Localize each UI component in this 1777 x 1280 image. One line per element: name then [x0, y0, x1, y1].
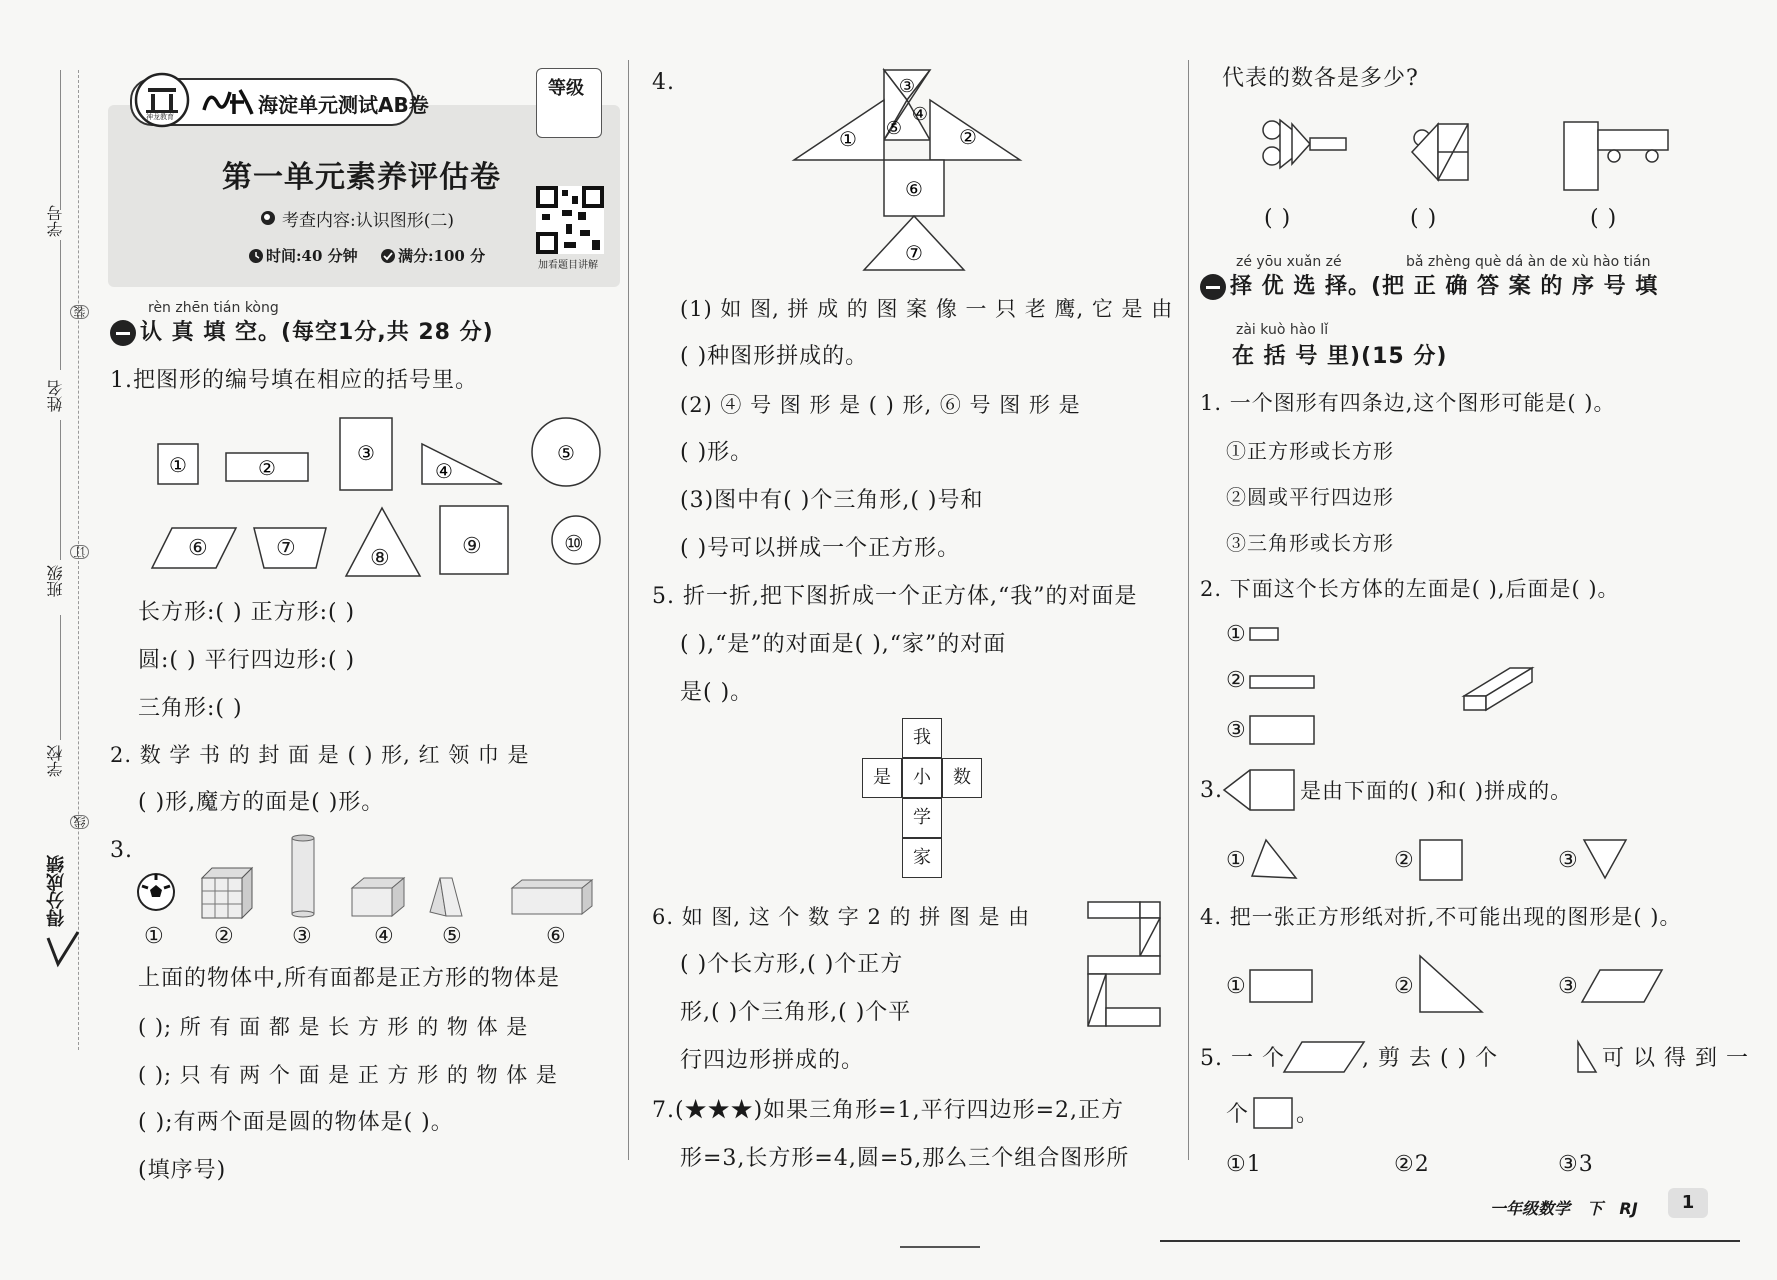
seal-mark-3: 线: [70, 815, 89, 829]
q6-line-1: 6. 如 图, 这 个 数 字 2 的 拼 图 是 由: [652, 905, 1031, 929]
soccer-ball-icon: [138, 874, 174, 910]
q7-line-2: 形=3,长方形=4,圆=5,那么三个组合图形所: [680, 1146, 1130, 1171]
s2-q3-opt-3[interactable]: ③: [1558, 848, 1579, 873]
q2-line-1[interactable]: 2. 数 学 书 的 封 面 是 ( ) 形, 红 领 巾 是: [110, 743, 530, 767]
check-circle-icon: [380, 248, 396, 264]
s2-q3-option-shapes: [1250, 836, 1670, 886]
shape-4-triangle: [422, 444, 502, 484]
q3-objects: [130, 830, 610, 920]
label-student-id: 学号: [46, 205, 65, 237]
combo-figure-3: [1564, 122, 1668, 190]
section2-badge-icon: [1200, 274, 1226, 300]
section1-pinyin: rèn zhēn tián kòng: [148, 300, 279, 316]
q5-line-1: 5. 折一折,把下图折成一个正方体,“我”的对面是: [652, 584, 1138, 609]
seal-mark-2: 订: [70, 545, 89, 559]
net-cell-2: 是: [862, 758, 902, 798]
shape-3-rectangle: [340, 418, 392, 490]
section2-pinyin-2: bǎ zhèng què dá àn de xù hào tián: [1406, 254, 1651, 270]
q6-line-4: 行四边形拼成的。: [680, 1048, 865, 1073]
s2-q2-opt-3[interactable]: ③: [1226, 718, 1247, 743]
triangular-prism-icon: [430, 878, 462, 916]
s2-q2-opt-2[interactable]: ②: [1226, 668, 1247, 693]
name-underline-3: [60, 420, 61, 560]
name-underline-4: [60, 615, 61, 740]
q4-line-1: (1) 如 图, 拼 成 的 图 案 像 一 只 老 鹰, 它 是 由: [680, 297, 1174, 321]
s2-q4-option-shapes: [1250, 952, 1690, 1022]
s2-q5-small-triangle: [1574, 1040, 1598, 1074]
q7-blank-1[interactable]: ( ): [1264, 206, 1292, 231]
q7-blank-2[interactable]: ( ): [1410, 206, 1438, 231]
q1-text: 1.把图形的编号填在相应的括号里。: [110, 368, 478, 393]
label-class: 班级: [46, 565, 65, 597]
s2-q5-opt-3[interactable]: ③3: [1558, 1152, 1594, 1177]
seal-mark-1: 装: [70, 305, 89, 319]
logo-subtext: 神龙教育: [146, 113, 174, 121]
qr-caption: 加看题目讲解: [538, 260, 598, 271]
section2-title-1: [1200, 274, 1658, 300]
shape-num-9: ⑨: [462, 534, 483, 559]
name-underline-1: [60, 70, 61, 210]
q3-line-4[interactable]: ( );有两个面是圆的物体是( )。: [138, 1110, 454, 1135]
footer-rule-short: [900, 1246, 980, 1248]
label-school: 学校: [46, 745, 65, 777]
section2-pinyin-3: zài kuò hào lǐ: [1236, 322, 1329, 338]
q1-answer-line-3[interactable]: 三角形:( ): [138, 696, 243, 721]
q5-line-3[interactable]: 是( )。: [680, 680, 754, 705]
series-title: 海淀单元测试AB卷: [258, 93, 429, 117]
net-cell-5: 学: [902, 798, 942, 838]
s2-q4-opt-2[interactable]: ②: [1394, 974, 1415, 999]
q7-blank-3[interactable]: ( ): [1590, 206, 1618, 231]
grade-label: 等级: [548, 78, 584, 99]
q3-line-2[interactable]: ( ); 所 有 面 都 是 长 方 形 的 物 体 是: [138, 1015, 529, 1039]
s2-q1-opt-2[interactable]: ②圆或平行四边形: [1226, 485, 1394, 509]
svg-text:③: ③: [898, 76, 916, 97]
s2-q2-opt-1[interactable]: ①: [1226, 622, 1247, 647]
s2-q3-text[interactable]: 是由下面的( )和( )拼成的。: [1300, 779, 1573, 803]
q4-line-2[interactable]: ( )种图形拼成的。: [680, 344, 869, 369]
section2-title-2: 在 括 号 里)(15 分): [1232, 344, 1448, 369]
s2-q5-rectangle: [1252, 1096, 1296, 1130]
score-label: 得分成绩: [46, 855, 67, 927]
s2-q4-opt-3[interactable]: ③: [1558, 974, 1579, 999]
q3-label-3: ③: [292, 924, 313, 949]
s2-q1-text[interactable]: 1. 一个图形有四条边,这个图形可能是( )。: [1200, 391, 1616, 415]
svg-text:⑥: ⑥: [905, 177, 923, 201]
svg-text:④: ④: [911, 104, 929, 125]
section1-badge-icon: [110, 320, 136, 346]
shape-2-rectangle: [226, 453, 308, 481]
shape-1-square: [158, 444, 198, 484]
s2-q3-number: 3.: [1200, 778, 1223, 803]
q4-number: 4.: [652, 70, 675, 95]
svg-text:②: ②: [959, 125, 977, 149]
section1-title-text: 认 真 填 空。(每空1分,共 28 分): [140, 320, 494, 345]
svg-text:⑤: ⑤: [557, 441, 575, 465]
net-cell-1: 我: [902, 718, 942, 758]
q4-line-3[interactable]: (2) ④ 号 图 形 是 ( ) 形, ⑥ 号 图 形 是: [680, 393, 1081, 417]
s2-q5-parallelogram: [1282, 1040, 1366, 1074]
q1-shapes: [150, 410, 670, 570]
s2-q2-text[interactable]: 2. 下面这个长方体的左面是( ),后面是( )。: [1200, 577, 1620, 601]
q3-label-5: ⑤: [442, 924, 463, 949]
q2-line-2[interactable]: ( )形,魔方的面是( )形。: [138, 790, 385, 815]
column-divider-1: [628, 60, 629, 1160]
net-cell-6: 家: [902, 838, 942, 878]
rubiks-cube-icon: [202, 868, 252, 918]
digit-2-puzzle: [1086, 900, 1166, 1030]
svg-text:①: ①: [839, 127, 857, 151]
svg-text:①: ①: [169, 453, 187, 477]
s2-q5-part-e: 。: [1296, 1102, 1320, 1127]
s2-q1-opt-1[interactable]: ①正方形或长方形: [1226, 439, 1394, 463]
q5-line-2[interactable]: ( ),“是”的对面是( ),“家”的对面: [680, 632, 1007, 657]
svg-text:④: ④: [435, 459, 453, 483]
svg-text:⑤: ⑤: [885, 118, 903, 139]
cylinder-can-icon: [292, 835, 314, 917]
s2-q3-pentagon-figure: [1222, 768, 1298, 812]
footer-rule: [1160, 1240, 1740, 1242]
combo-figure-1: [1263, 120, 1346, 168]
long-box-icon: [512, 880, 592, 914]
q3-line-1: 上面的物体中,所有面都是正方形的物体是: [138, 966, 560, 991]
q1-answer-line-2[interactable]: 圆:( ) 平行四边形:( ): [138, 648, 356, 673]
net-cell-3: 小: [902, 758, 942, 798]
name-underline-2: [60, 240, 61, 370]
q7-line-1: 7.(★★★)如果三角形=1,平行四边形=2,正方: [652, 1098, 1125, 1123]
q3-label-2: ②: [214, 924, 235, 949]
q4-eagle-figure: [792, 68, 1032, 278]
clock-icon: [248, 248, 264, 264]
q6-line-2[interactable]: ( )个长方形,( )个正方: [680, 952, 904, 977]
q3-line-3[interactable]: ( ); 只 有 两 个 面 是 正 方 形 的 物 体 是: [138, 1063, 558, 1087]
svg-text:③: ③: [357, 441, 375, 465]
page-number: 1: [1668, 1188, 1708, 1218]
s2-q5-opt-2[interactable]: ②2: [1394, 1152, 1430, 1177]
q7-continued: 代表的数各是多少?: [1222, 66, 1419, 91]
shape-num-7: ⑦: [276, 536, 297, 561]
s2-q5-part-d: 个: [1226, 1102, 1250, 1127]
q1-answer-line-1[interactable]: 长方形:( ) 正方形:( ): [138, 600, 356, 625]
time-limit: 时间:40 分钟: [266, 247, 358, 265]
q3-label-6: ⑥: [546, 924, 567, 949]
column-divider-2: [1188, 60, 1189, 1160]
search-icon: [260, 210, 276, 226]
full-score: 满分:100 分: [398, 247, 486, 265]
net-cell-4: 数: [942, 758, 982, 798]
section2-pinyin-1: zé yōu xuǎn zé: [1236, 254, 1342, 270]
s2-q5-part-a: 5. 一 个: [1200, 1046, 1285, 1071]
s2-q5-part-b[interactable]: , 剪 去 ( ) 个: [1362, 1046, 1499, 1071]
s2-q2-option-shapes: [1250, 620, 1370, 750]
combo-figures: [1262, 118, 1682, 198]
shape-num-8: ⑧: [370, 546, 391, 571]
shape-5-circle: [532, 418, 600, 486]
check-mark-icon: [44, 930, 84, 970]
s2-q5-part-c: 可 以 得 到 一: [1602, 1046, 1749, 1071]
binding-line: [78, 70, 79, 1050]
cuboid-block-icon: [352, 878, 404, 916]
svg-text:②: ②: [258, 456, 276, 480]
label-name: 姓名: [46, 380, 65, 412]
shape-num-6: ⑥: [188, 536, 209, 561]
s2-q3-opt-2[interactable]: ②: [1394, 848, 1415, 873]
cuboid-figure: [1460, 654, 1540, 714]
q3-line-5: (填序号): [138, 1158, 227, 1183]
s2-q3-opt-1[interactable]: ①: [1226, 848, 1247, 873]
s2-q4-text[interactable]: 4. 把一张正方形纸对折,不可能出现的图形是( )。: [1200, 905, 1682, 929]
shape-num-10: ⑩: [564, 532, 585, 557]
paper-title: 第一单元素养评估卷: [222, 160, 501, 195]
section2-title-text: 择 优 选 择。(把 正 确 答 案 的 序 号 填: [1230, 274, 1659, 299]
brand-script-logo: [200, 84, 256, 118]
footer-book-label: 一年级数学 下 RJ: [1490, 1199, 1638, 1218]
q3-number: 3.: [110, 838, 133, 863]
q4-line-5[interactable]: (3)图中有( )个三角形,( )号和: [680, 488, 984, 513]
q3-label-1: ①: [144, 924, 165, 949]
svg-text:⑦: ⑦: [905, 241, 923, 265]
exam-scope: 考查内容:认识图形(二): [282, 211, 454, 231]
s2-q5-opt-1[interactable]: ①1: [1226, 1152, 1262, 1177]
q6-line-3[interactable]: 形,( )个三角形,( )个平: [680, 1000, 912, 1025]
combo-figure-2: [1412, 124, 1468, 180]
s2-q4-opt-1[interactable]: ①: [1226, 974, 1247, 999]
q4-line-4[interactable]: ( )形。: [680, 440, 754, 465]
s2-q1-opt-3[interactable]: ③三角形或长方形: [1226, 531, 1394, 555]
qr-code-icon[interactable]: [536, 186, 604, 254]
q4-line-6[interactable]: ( )号可以拼成一个正方形。: [680, 536, 961, 561]
section1-title: [110, 320, 494, 346]
q3-label-4: ④: [374, 924, 395, 949]
